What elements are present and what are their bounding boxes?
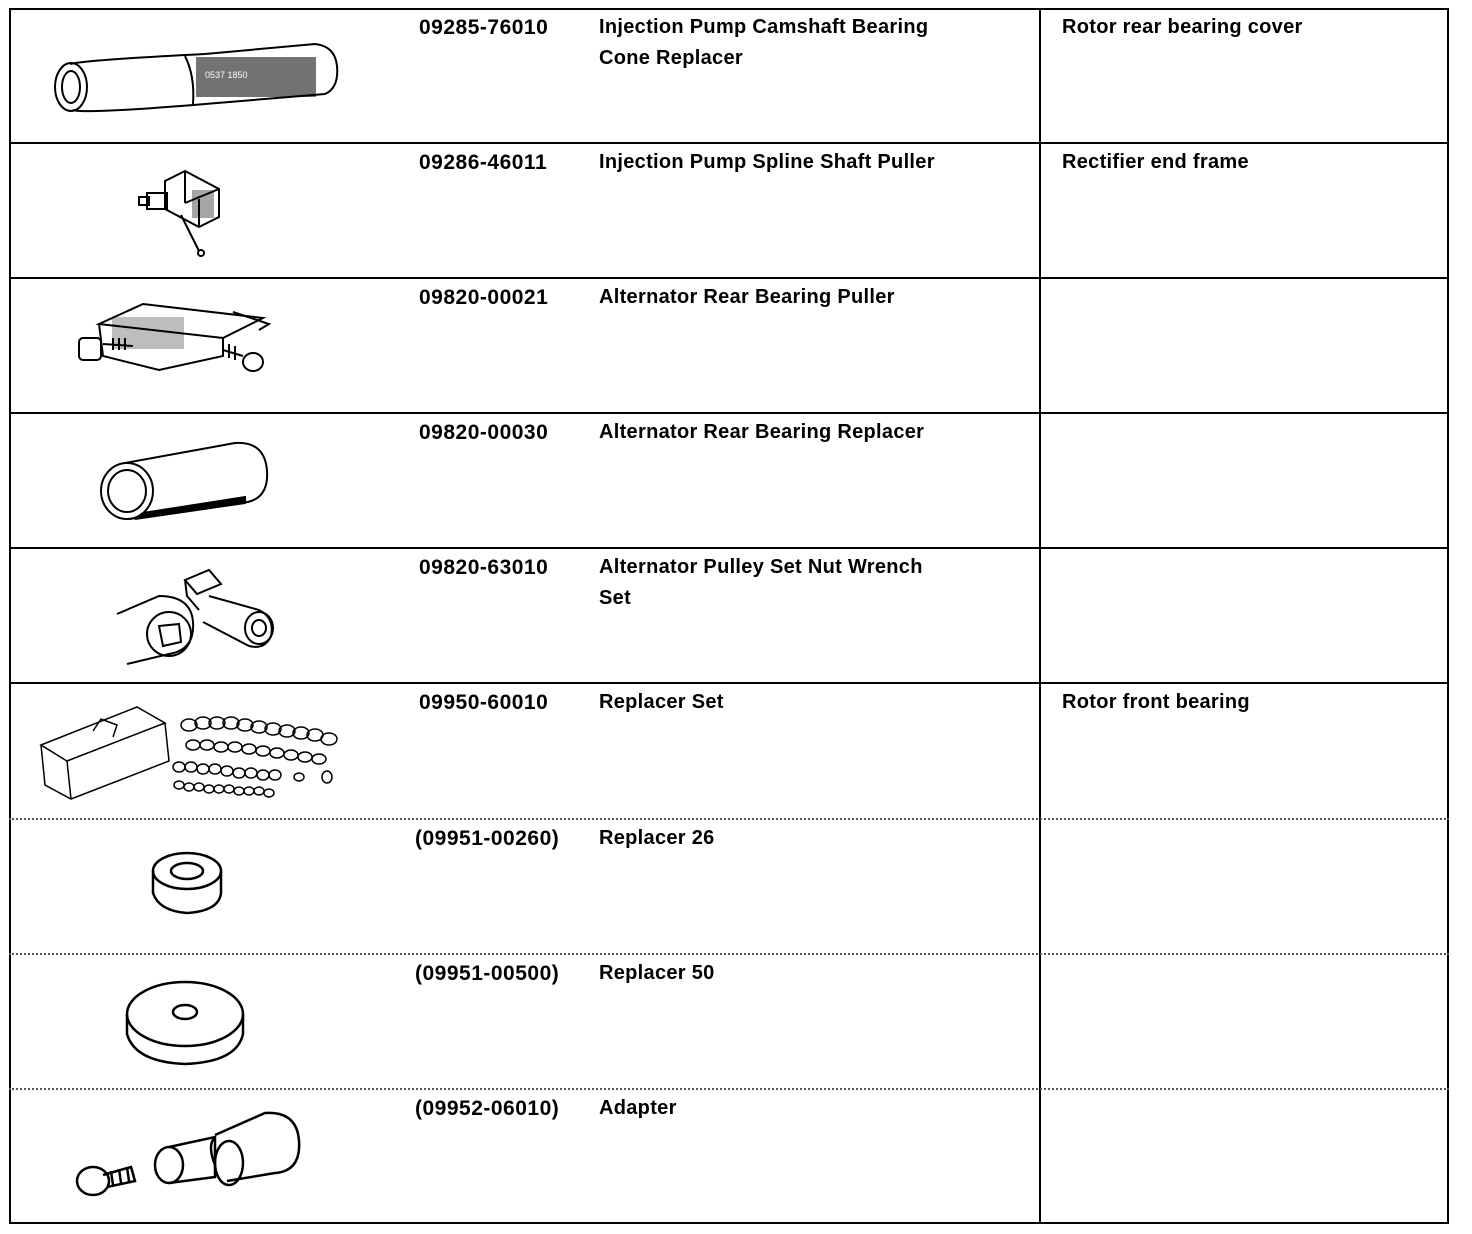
tool-name: Alternator Rear Bearing Replacer	[599, 421, 925, 443]
table-row	[9, 1089, 1449, 1222]
table-row	[9, 954, 1449, 1088]
part-number: (09951-00260)	[415, 827, 560, 850]
tool-use: Rotor rear bearing cover	[1062, 16, 1303, 38]
replacer-50-icon	[121, 976, 271, 1070]
tool-name: Alternator Rear Bearing Puller	[599, 286, 895, 308]
replacer-set-case-icon	[37, 701, 347, 801]
tool-name: Replacer 26	[599, 827, 715, 849]
replacer-26-icon	[149, 849, 239, 919]
tool-name: Adapter	[599, 1097, 677, 1119]
svg-text:0537 1850: 0537 1850	[205, 70, 248, 80]
rear-bearing-replacer-icon	[95, 435, 275, 525]
tool-name: Replacer Set	[599, 691, 724, 713]
tool-name: Alternator Pulley Set Nut Wrench Set	[599, 556, 923, 609]
table-row	[9, 278, 1449, 412]
table-row	[9, 819, 1449, 953]
tool-name: Replacer 50	[599, 962, 715, 984]
table-row	[9, 143, 1449, 277]
table-row	[9, 548, 1449, 682]
bearing-cone-replacer-icon	[45, 36, 335, 116]
part-number: (09951-00500)	[415, 962, 560, 985]
spline-shaft-puller-icon	[129, 161, 239, 271]
table-row	[9, 413, 1449, 547]
tool-use: Rectifier end frame	[1062, 151, 1249, 173]
part-number: 09950-60010	[419, 691, 549, 714]
rear-bearing-puller-icon	[73, 294, 273, 384]
part-number: 09820-00030	[419, 421, 549, 444]
tool-use: Rotor front bearing	[1062, 691, 1250, 713]
part-number: (09952-06010)	[415, 1097, 560, 1120]
part-number: 09820-00021	[419, 286, 549, 309]
tool-name: Injection Pump Camshaft Bearing Cone Replacer	[599, 16, 929, 69]
table-row	[9, 683, 1449, 818]
table-row	[9, 8, 1449, 142]
pulley-nut-wrench-set-icon	[109, 566, 279, 666]
adapter-icon	[69, 1105, 309, 1201]
part-number: 09820-63010	[419, 556, 549, 579]
part-number: 09286-46011	[419, 151, 548, 174]
part-number: 09285-76010	[419, 16, 549, 39]
tool-name: Injection Pump Spline Shaft Puller	[599, 151, 935, 173]
